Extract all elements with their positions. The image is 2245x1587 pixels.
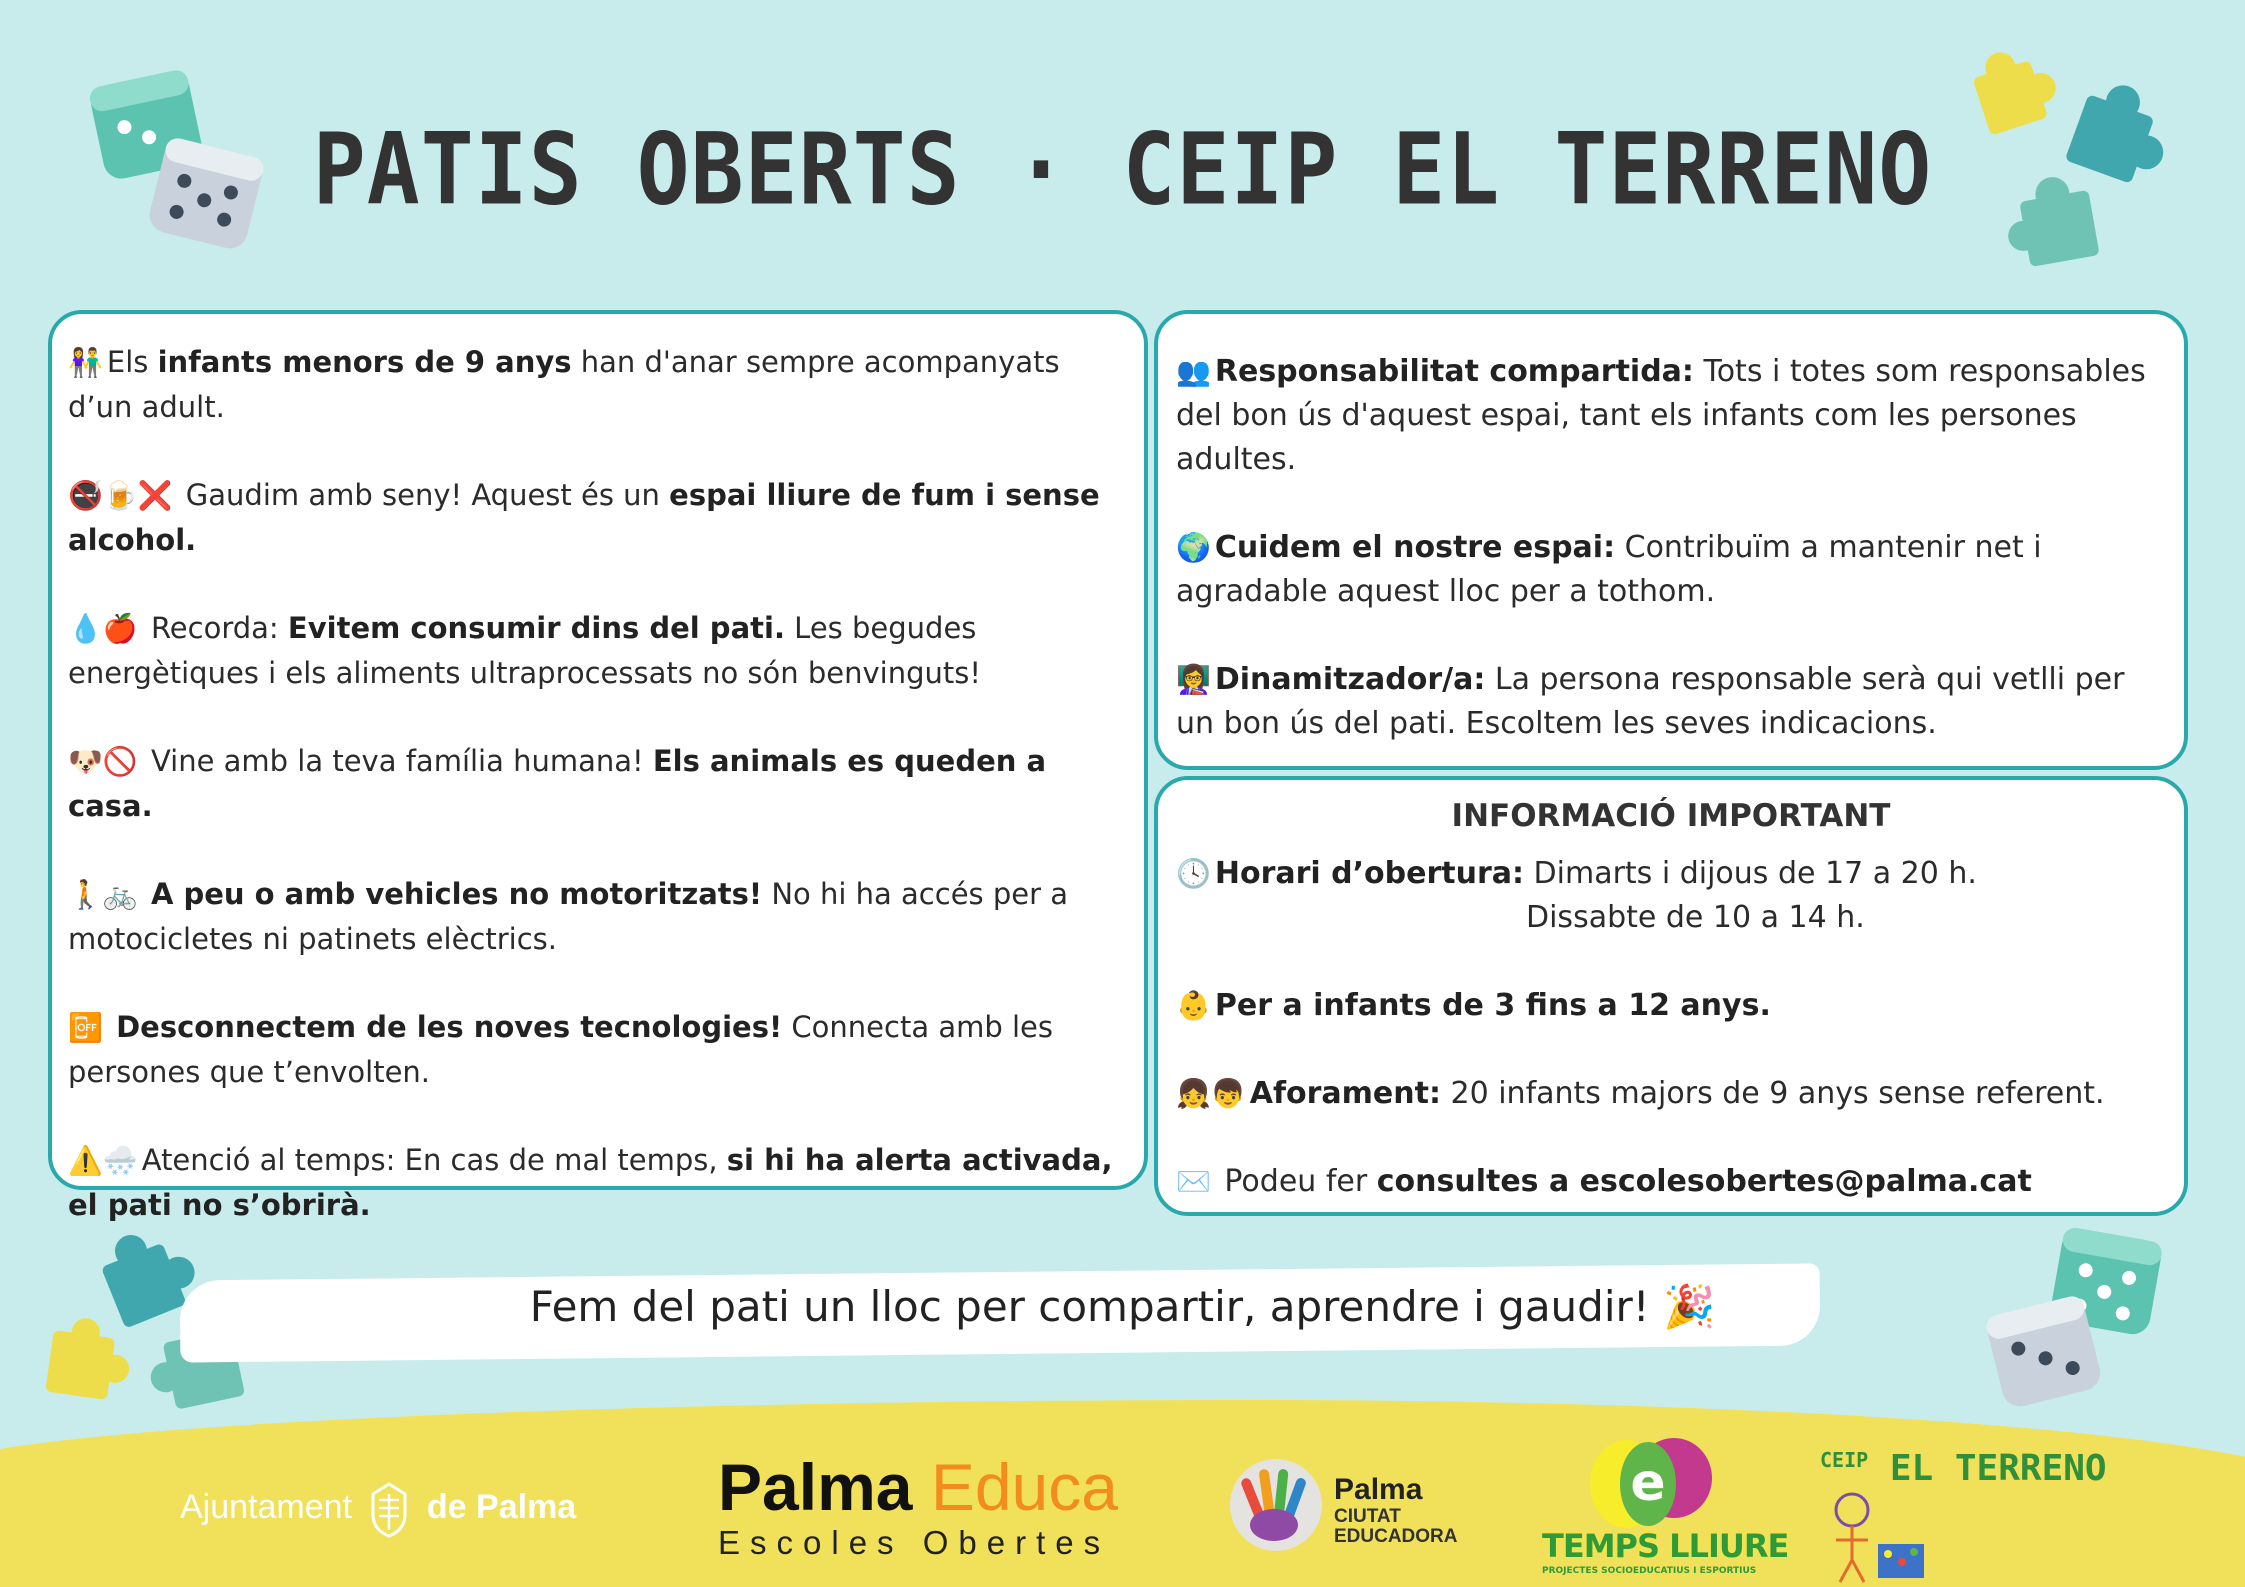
info-title: INFORMACIÓ IMPORTANT <box>1451 798 1891 834</box>
info-card <box>1154 776 2188 1216</box>
list-item: 📴 Desconnectem de les noves tecnologies! Connecta amb les persones que t’envolten. <box>68 1005 1122 1094</box>
baby-icon: 👶 <box>1176 989 1211 1022</box>
teacher-icon: 👩‍🏫 <box>1176 663 1211 696</box>
list-item: 👩‍🏫 Dinamitzador/a: La persona responsable serà qui vetlli per un bon ús del pati. Escoltem les seves indicacions. <box>1176 658 2166 746</box>
people-icon: 👥 <box>1176 355 1211 388</box>
dice-icon <box>1986 1222 2176 1412</box>
list-item: ⚠️🌨️ Atenció al temps: En cas de mal temps, si hi ha alerta activada, el pati no s’obrirà. <box>68 1138 1122 1227</box>
responsibility-card <box>1154 310 2188 770</box>
list-item: 💧🍎 Recorda: Evitem consumir dins del pati. Les begudes energètiques i els aliments ultraprocessats no són benvinguts! <box>68 606 1122 695</box>
list-item: 👫 Els infants menors de 9 anys han d'anar sempre acompanyats d’un adult. <box>68 340 1122 429</box>
e-letter-icon <box>1586 1432 1716 1532</box>
list-item: 🚭🍺❌ Gaudim amb seny! Aquest és un espai lliure de fum i sense alcohol. <box>68 473 1122 562</box>
child-drawing-icon <box>1822 1486 1932 1586</box>
hand-icon <box>1226 1455 1326 1555</box>
contact-email-link[interactable]: consultes a escolesobertes@palma.cat <box>1376 1164 2032 1199</box>
no-pets-icon: 🐶🚫 <box>68 745 138 778</box>
rules-card <box>48 310 1148 1222</box>
water-apple-icon: 💧🍎 <box>68 612 138 645</box>
list-item: 🐶🚫 Vine amb la teva família humana! Els animals es queden a casa. <box>68 739 1122 828</box>
page-title: PATIS OBERTS · CEIP EL TERRENO <box>312 111 1933 228</box>
children-icon: 👫 <box>68 346 103 379</box>
city-seal-icon <box>369 1480 409 1538</box>
svg-text:e: e <box>1630 1453 1666 1513</box>
weather-warning-icon: ⚠️🌨️ <box>68 1144 138 1177</box>
palma-educa-logo: Palma Educa Escoles Obertes <box>718 1450 1118 1561</box>
phone-off-icon: 📴 <box>68 1011 103 1044</box>
list-item: 👥 Responsabilitat compartida: Tots i totes som responsables del bon ús d'aquest espai, tant els infants com les persones adultes. <box>1176 350 2166 482</box>
kids-icon: 👧👦 <box>1176 1077 1246 1110</box>
schedule-item: 🕓 Horari d’obertura: Dimarts i dijous de 17 a 20 h. Dissabte de 10 a 14 h. <box>1176 852 2166 940</box>
list-item: 🚶🚲 A peu o amb vehicles no motoritzats! No hi ha accés per a motocicletes ni patinets elèctrics. <box>68 872 1122 961</box>
list-item: 🌍 Cuidem el nostre espai: Contribuïm a mantenir net i agradable aquest lloc per a tothom. <box>1176 526 2166 614</box>
ciutat-educadora-logo: Palma CIUTAT EDUCADORA <box>1226 1455 1326 1559</box>
envelope-icon: ✉️ <box>1176 1165 1211 1198</box>
clock-icon: 🕓 <box>1176 857 1211 890</box>
no-smoking-icon: 🚭🍺❌ <box>68 479 173 512</box>
contact-item: ✉️ Podeu fer consultes a escolesobertes@palma.cat <box>1176 1160 2166 1204</box>
capacity-item: 👧👦 Aforament: 20 infants majors de 9 anys sense referent. <box>1176 1072 2166 1116</box>
age-item: 👶 Per a infants de 3 fins a 12 anys. <box>1176 984 2166 1028</box>
slogan: Fem del pati un lloc per compartir, aprendre i gaudir! 🎉 <box>529 1282 1716 1331</box>
ajuntament-logo: Ajuntament de Palma <box>180 1480 576 1538</box>
walk-bike-icon: 🚶🚲 <box>68 878 138 911</box>
globe-icon: 🌍 <box>1176 531 1211 564</box>
